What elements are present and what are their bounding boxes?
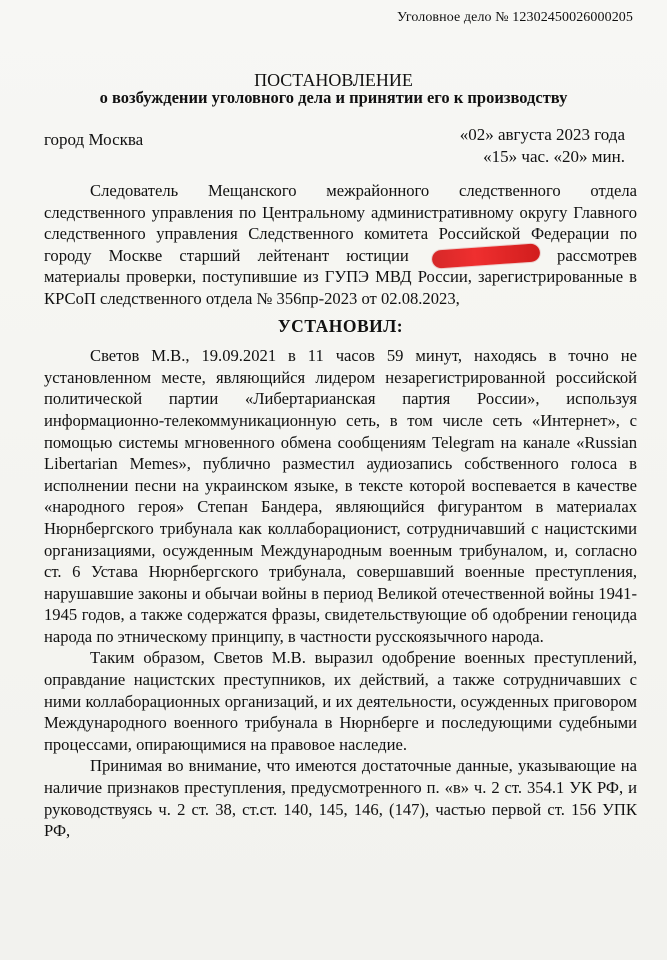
document-date: «02» августа 2023 года xyxy=(459,125,625,144)
date-time-block xyxy=(460,124,625,168)
document-title: ПОСТАНОВЛЕНИЕ xyxy=(254,70,413,90)
document-time: «15» час. «20» мин. xyxy=(483,147,625,166)
paragraph-facts: Светов М.В., 19.09.2021 в 11 часов 59 минут, находясь в точно не установленном месте, являющийся лидером незарегистрированной российской политической партии «Либертарианская партия России», используя информационно-телекоммуникационную сеть, в том числе сеть «Интернет», с помощью системы мгновенного обмена сообщениям Telegram на канале «Russian Libertarian Memes», публично разместил аудиозапись собственного голоса в исполнении песни на украинском языке, в тексте которой воспевается в качестве «народного героя» Степан Бандера, являющийся фигурантом в материалах Нюрнбергского трибунала как коллаборационист, сотрудничавший с нацистскими организациями, осужденным Международным военным трибуналом, и, согласно ст. 6 Устава Нюрнбергского трибунала, совершавший военные преступления, нарушавшие законы и обычаи войны в период Великой отечественной войны 1941-1945 годов, а также содержатся фразы, свидетельствующие об одобрении геноцида народа по этническому принципу, в частности русскоязычного народа. xyxy=(44,346,637,646)
document-subtitle: о возбуждении уголовного дела и принятии его к производству xyxy=(99,88,568,107)
document-body xyxy=(44,180,637,842)
intro-paragraph xyxy=(44,180,637,310)
case-number: Уголовное дело № 12302450026000205 xyxy=(397,10,633,25)
intro-text-before-redaction: Следователь Мещанского межрайонного следственного отдела следственного управления по Центральному административному округу Главного следственного управления Следственного комитета Российской Федерации по городу Москве старший лейтенант юстиции xyxy=(44,181,637,265)
paragraph-legal-basis: Принимая во внимание, что имеются достаточные данные, указывающие на наличие признаков преступления, предусмотренного п. «в» ч. 2 ст. 354.1 УК РФ, и руководствуясь ч. 2 ст. 38, ст.ст. 140, 145, 146, (147), частью первой ст. 156 УПК РФ, xyxy=(44,756,637,841)
paragraph-conclusion: Таким образом, Светов М.В. выразил одобрение военных преступлений, оправдание нацистских преступников, их действий, а также сотрудничавших с ними коллаборационных организаций, и их деятельности, осужденных приговором Международного военного трибунала в Нюрнберге и последующими судебными процессами, опирающимися на правовое наследие. xyxy=(44,648,637,754)
city-label: город Москва xyxy=(44,130,144,149)
intro-text-after-redaction: рассмотрев материалы проверки, поступившие из ГУПЭ МВД России, зарегистрированные в КРСоП следственного отдела № 356пр-2023 от 02.08.2023, xyxy=(44,245,637,308)
redaction-mark xyxy=(431,243,540,268)
established-heading: УСТАНОВИЛ: xyxy=(277,315,404,336)
